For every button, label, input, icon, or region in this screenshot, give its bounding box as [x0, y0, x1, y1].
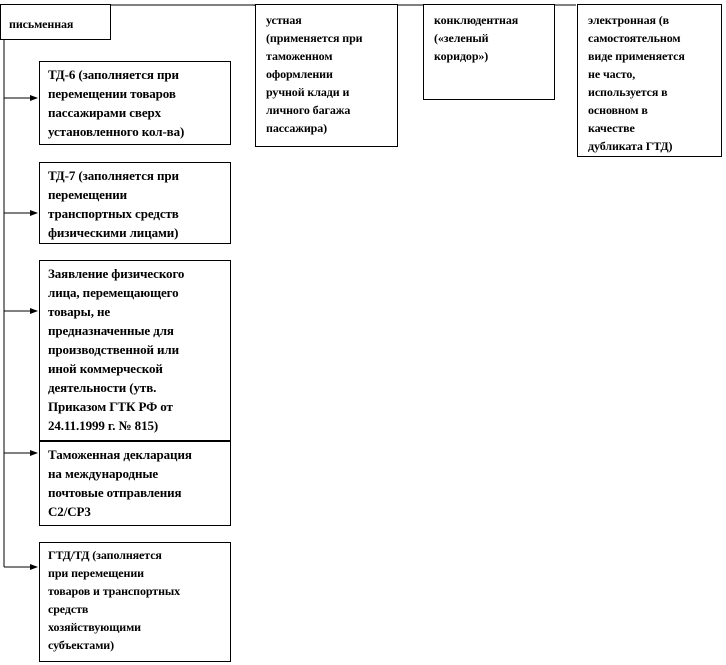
written-form-td7: ТД-7 (заполняется при перемещении транспортных средств физическими лицами): [39, 162, 231, 244]
written-form-individual-statement: Заявление физического лица, перемещающего товары, не предназначенные для производственной или иной коммерческой деятельности (утв. Приказом ГТК РФ от 24.11.1999 г. № 815): [39, 260, 231, 441]
written-form-td6: ТД-6 (заполняется при перемещении товаров пассажирами сверх установленного кол-ва): [39, 61, 231, 145]
declaration-form-oral: устная (применяется при таможенном оформлении ручной клади и личного багажа пассажира): [255, 4, 398, 147]
written-form-postal-declaration: Таможенная декларация на международные почтовые отправления С2/СР3: [39, 440, 231, 526]
declaration-form-implied: конклюдентная («зеленый коридор»): [423, 4, 555, 100]
declaration-form-electronic: электронная (в самостоятельном виде применяется не часто, используется в основном в качестве дубликата ГТД): [577, 4, 722, 157]
declaration-form-written: письменная: [0, 4, 111, 40]
written-form-gtd: ГТД/ТД (заполняется при перемещении товаров и транспортных средств хозяйствующими субъектами): [39, 542, 231, 662]
